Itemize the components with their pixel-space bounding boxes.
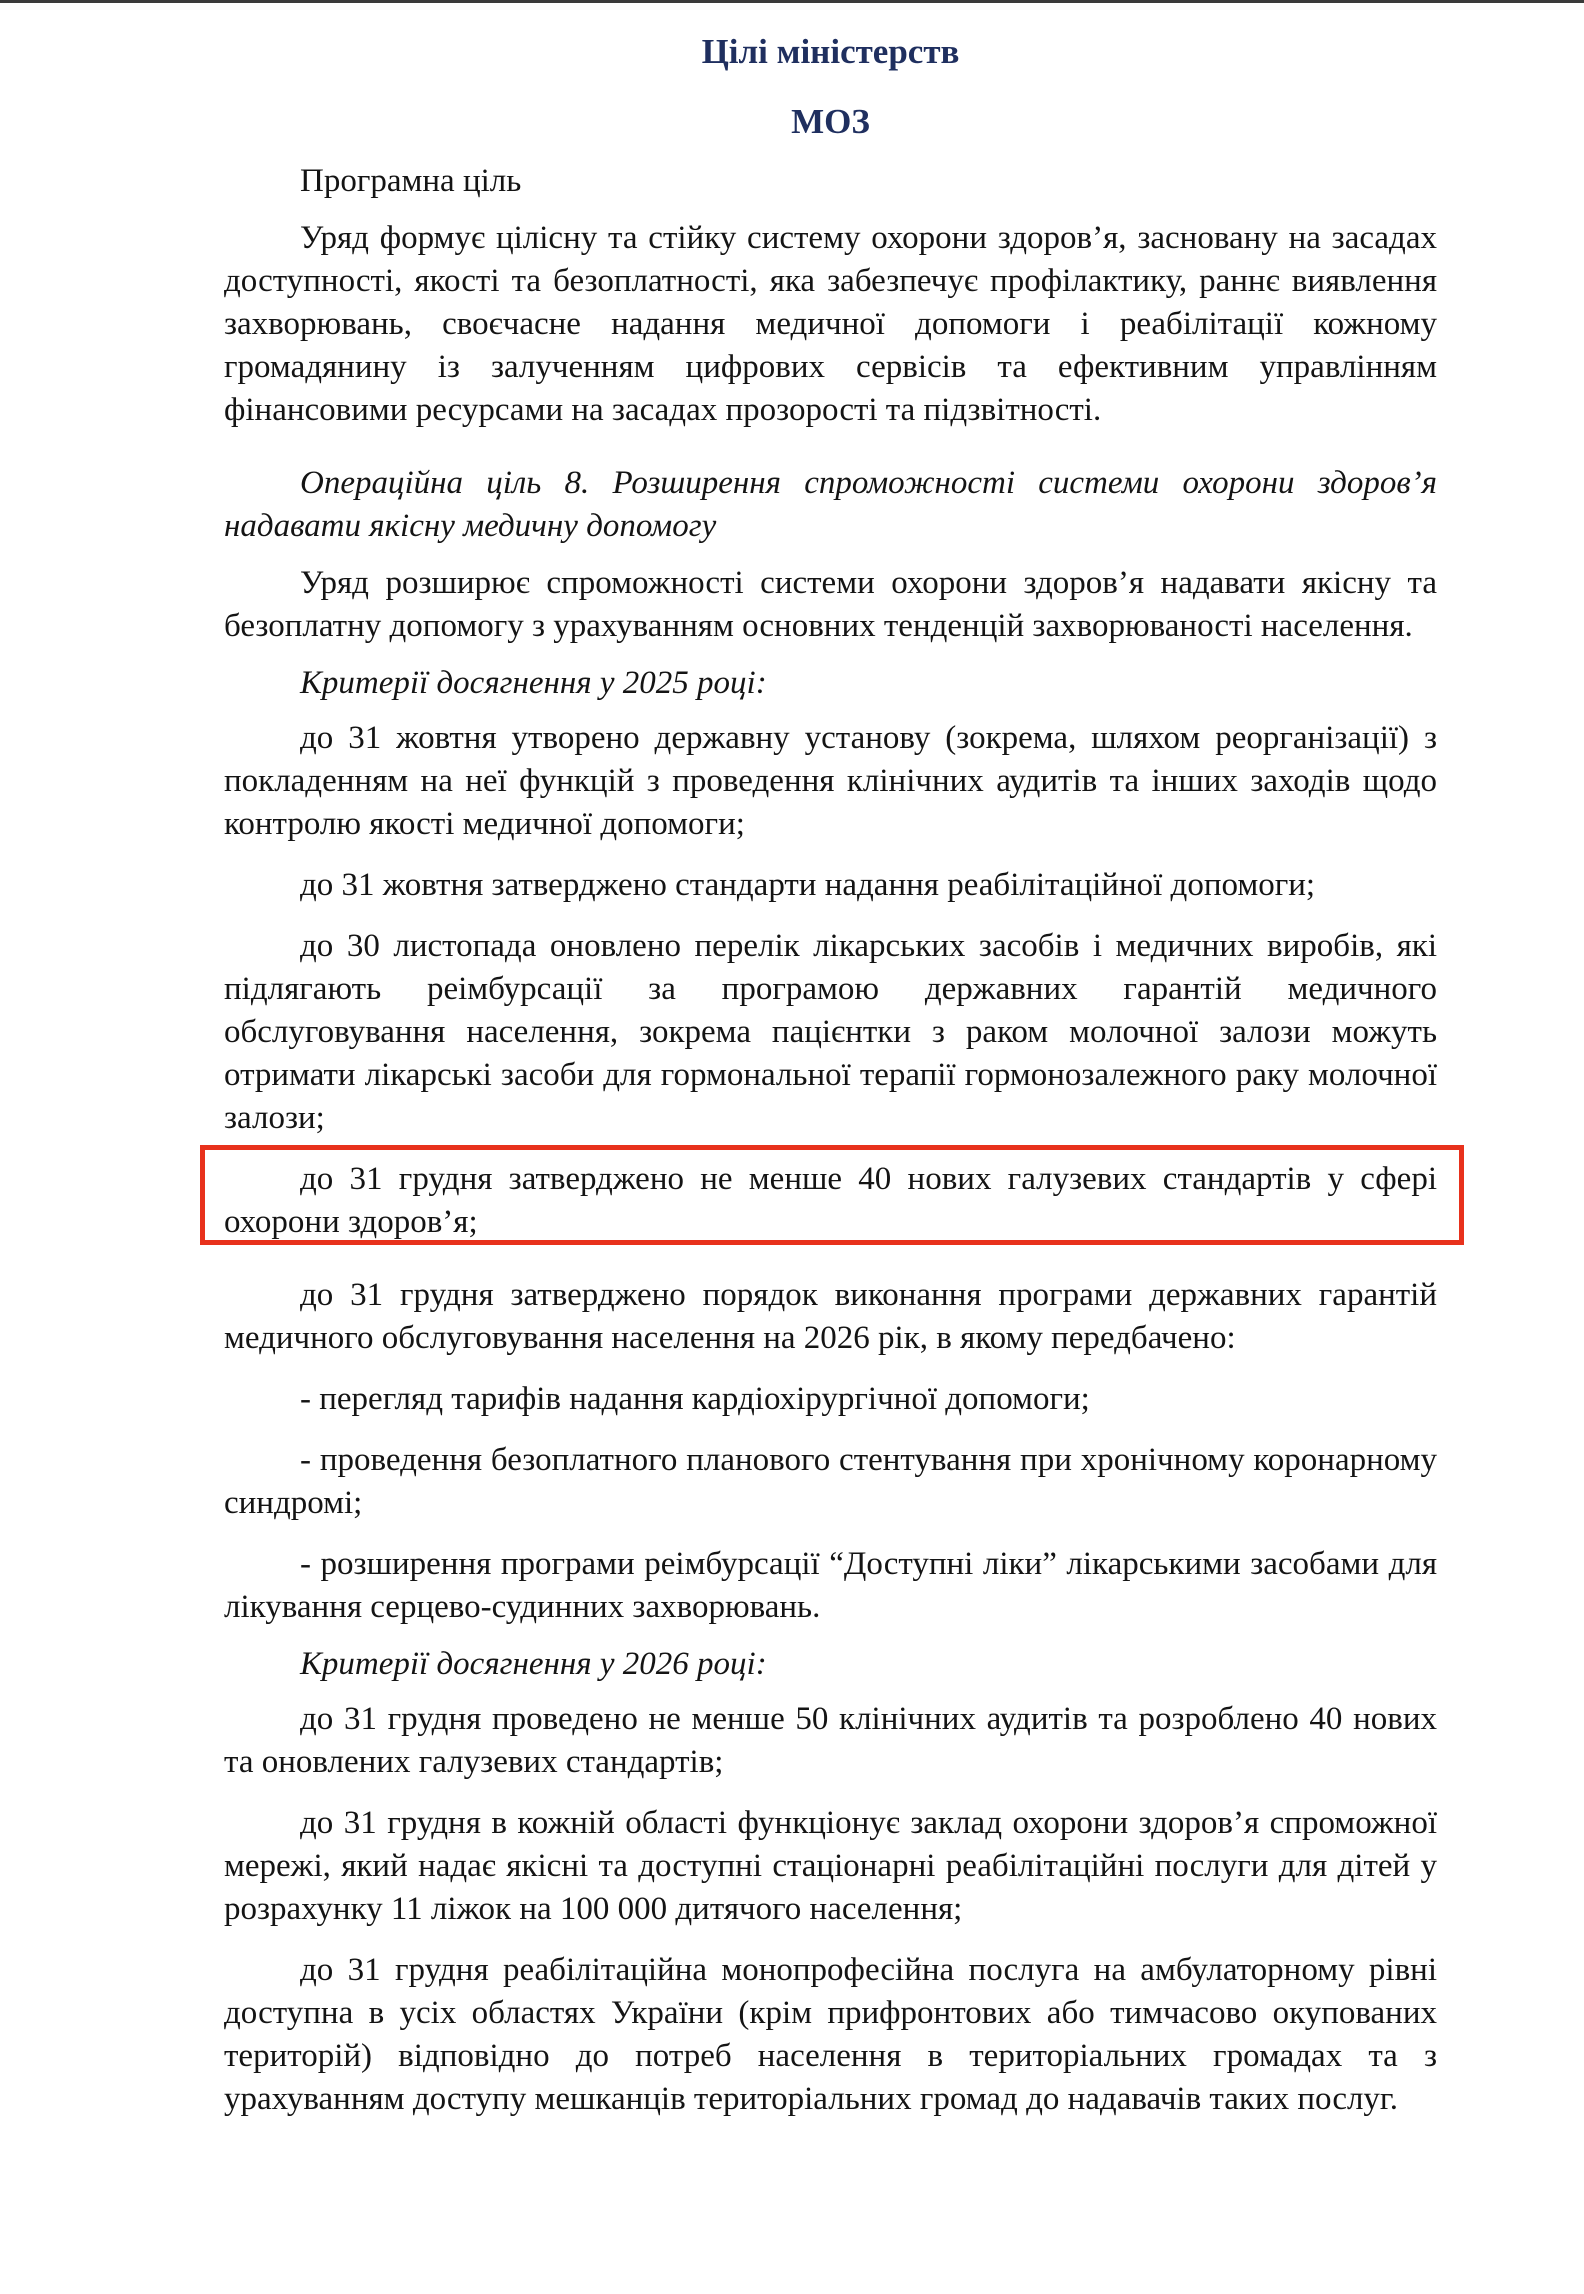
criterion-2025-subitem: - перегляд тарифів надання кардіохірургічної допомоги; [300, 1381, 1090, 1417]
operational-goal-heading: Операційна ціль 8. Розширення спроможності системи охорони здоров’я надавати якісну медичну допомогу [224, 465, 1437, 544]
highlighted-criterion [224, 1158, 1437, 1244]
criterion-2025-item: до 31 жовтня утворено державну установу (зокрема, шляхом реорганізації) з покладенням на неї функцій з проведення клінічних аудитів та інших заходів щодо контролю якості медичної допомоги; [224, 720, 1437, 842]
criterion-2025-item: до 30 листопада оновлено перелік лікарських засобів і медичних виробів, які підлягають реімбурсації за програмою державних гарантій медичного обслуговування населення, зокрема пацієнтки з раком молочної залози можуть отримати лікарські засоби для гормональної терапії гормонозалежного раку молочної залози; [224, 928, 1437, 1136]
criterion-2025-subitem: - розширення програми реімбурсації “Доступні ліки” лікарськими засобами для лікування серцево-судинних захворювань. [224, 1546, 1437, 1625]
criteria-2025-label: Критерії досягнення у 2025 році: [300, 665, 767, 701]
criterion-2025-item-highlighted: до 31 грудня затверджено не менше 40 нових галузевих стандартів у сфері охорони здоров’я; [224, 1161, 1437, 1240]
criterion-2026-item: до 31 грудня проведено не менше 50 клінічних аудитів та розроблено 40 нових та оновлених галузевих стандартів; [224, 1701, 1437, 1780]
program-goal-label: Програмна ціль [300, 163, 522, 199]
criterion-2026-item: до 31 грудня в кожній області функціонує заклад охорони здоров’я спроможної мережі, який надає якісні та доступні стаціонарні реабілітаційні послуги для дітей у розрахунку 11 ліжок на 100 000 дитячого населення; [224, 1805, 1437, 1927]
criteria-2026-label: Критерії досягнення у 2026 році: [300, 1646, 767, 1682]
top-border [0, 0, 1584, 3]
criterion-2025-item: до 31 жовтня затверджено стандарти надання реабілітаційної допомоги; [300, 867, 1316, 903]
criterion-2026-item: до 31 грудня реабілітаційна монопрофесійна послуга на амбулаторному рівні доступна в усіх областях України (крім прифронтових або тимчасово окупованих територій) відповідно до потреб населення в територіальних громадах та з урахуванням доступу мешканців територіальних громад до надавачів таких послуг. [224, 1952, 1437, 2117]
ministry-name: МОЗ [791, 102, 870, 141]
criterion-2025-item: до 31 грудня затверджено порядок виконання програми державних гарантій медичного обслуговування населення на 2026 рік, в якому передбачено: [224, 1277, 1437, 1356]
operational-goal-text: Уряд розширює спроможності системи охорони здоров’я надавати якісну та безоплатну допомогу з урахуванням основних тенденцій захворюваності населення. [224, 565, 1437, 644]
program-goal-text: Уряд формує цілісну та стійку систему охорони здоров’я, засновану на засадах доступності, якості та безоплатності, яка забезпечує профілактику, раннє виявлення захворювань, своєчасне надання медичної допомоги і реабілітації кожному громадянину із залученням цифрових сервісів та ефективним управлінням фінансовими ресурсами на засадах прозорості та підзвітності. [224, 220, 1437, 428]
criterion-2025-subitem: - проведення безоплатного планового стентування при хронічному коронарному синдромі; [224, 1442, 1437, 1521]
document-page [224, 24, 1437, 2139]
page-title: Цілі міністерств [701, 32, 960, 71]
